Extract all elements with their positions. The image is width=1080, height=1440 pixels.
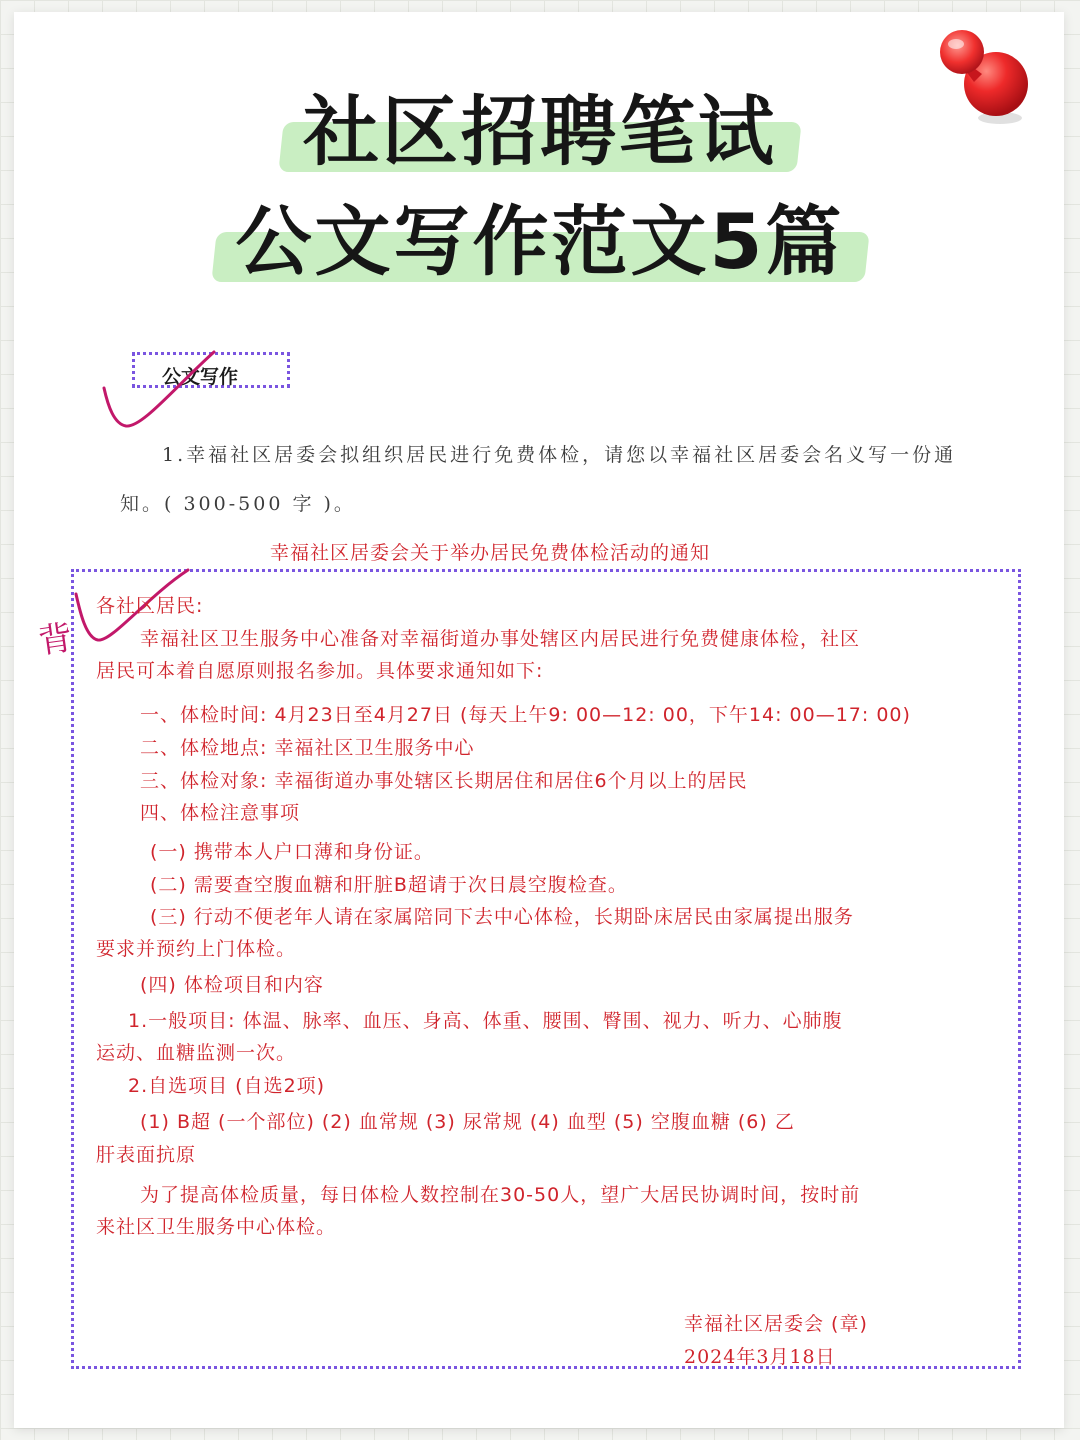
notice-line: (二) 需要查空腹血糖和肝脏B超请于次日晨空腹检查。 <box>150 874 628 896</box>
notice-line: 四、体检注意事项 <box>140 802 301 824</box>
notice-line: 为了提高体检质量，每日体检人数控制在30-50人，望广大居民协调时间，按时前 <box>140 1184 861 1206</box>
notice-line: (三) 行动不便老年人请在家属陪同下去中心体检，长期卧床居民由家属提出服务 <box>150 906 854 928</box>
section-label: 公文写作 <box>162 366 239 388</box>
page-title-line-2 <box>0 194 1080 290</box>
notice-line: 2.自选项目 (自选2项) <box>128 1075 326 1097</box>
notice-line: 幸福社区卫生服务中心准备对幸福街道办事处辖区内居民进行免费健康体检，社区 <box>140 628 861 650</box>
notice-line: (四) 体检项目和内容 <box>140 974 324 996</box>
notice-date: 2024年3月18日 <box>684 1346 836 1368</box>
question-prompt-line-2: 知。( 300-500 字 )。 <box>120 493 356 515</box>
title-highlight: 社区招聘笔试 <box>281 84 799 180</box>
notice-line: 一、体检时间: 4月23日至4月27日 (每天上午9: 00—12: 00，下午14: 00—17: 00) <box>140 704 911 726</box>
notice-line: (1) B超 (一个部位) (2) 血常规 (3) 尿常规 (4) 血型 (5) 空腹血糖 (6) 乙 <box>140 1111 795 1133</box>
notice-line: 各社区居民: <box>96 595 204 617</box>
notice-title: 幸福社区居委会关于举办居民免费体检活动的通知 <box>269 542 710 564</box>
page-title-line-1 <box>0 84 1080 180</box>
notice-line: 居民可本着自愿原则报名参加。具体要求通知如下: <box>96 660 544 682</box>
notice-line: 三、体检对象: 幸福街道办事处辖区长期居住和居住6个月以上的居民 <box>140 770 748 792</box>
notice-signature: 幸福社区居委会 (章) <box>684 1313 868 1335</box>
notice-line: 肝表面抗原 <box>96 1144 197 1166</box>
title-highlight: 公文写作范文5篇 <box>214 194 867 290</box>
handwritten-note: 背 <box>35 617 76 663</box>
notice-line: 二、体检地点: 幸福社区卫生服务中心 <box>140 737 475 759</box>
notice-body-box <box>71 569 1021 1369</box>
notice-line: 1.一般项目: 体温、脉率、血压、身高、体重、腰围、臀围、视力、听力、心肺腹 <box>128 1010 843 1032</box>
notice-line: 来社区卫生服务中心体检。 <box>96 1216 337 1238</box>
question-prompt-line-1: 1.幸福社区居委会拟组织居民进行免费体检，请您以幸福社区居委会名义写一份通 <box>162 444 957 466</box>
notice-line: (一) 携带本人户口薄和身份证。 <box>150 841 434 863</box>
notice-line: 运动、血糖监测一次。 <box>96 1042 297 1064</box>
notice-line: 要求并预约上门体检。 <box>96 938 297 960</box>
